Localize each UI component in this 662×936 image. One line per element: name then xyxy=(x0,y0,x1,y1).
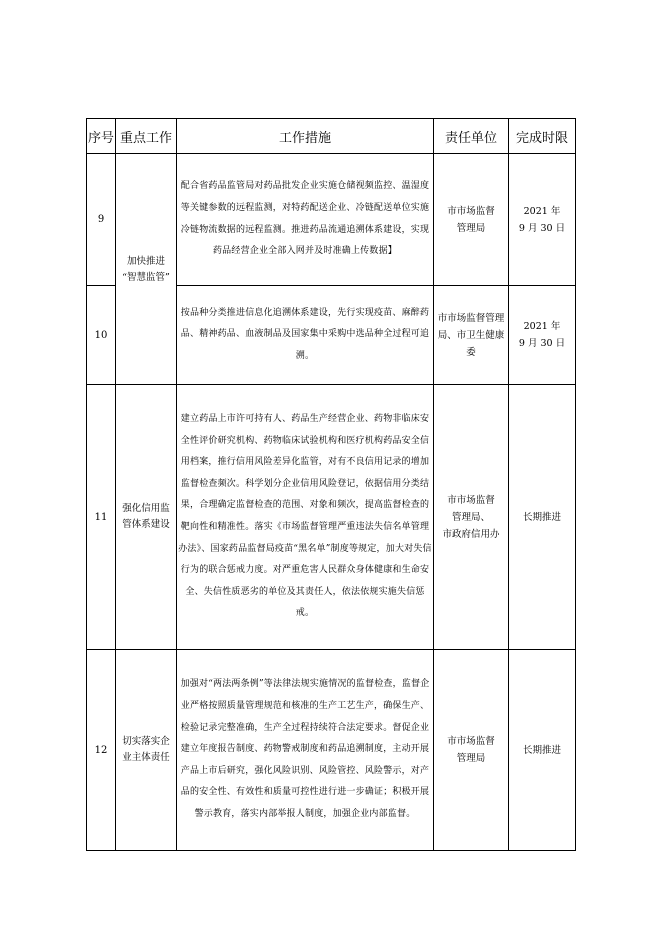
unit-line: 局、市卫生健康委 xyxy=(437,329,505,358)
unit-line: 管理局、 xyxy=(451,511,490,523)
unit-line: 市市场监督 xyxy=(447,736,495,747)
row-deadline xyxy=(509,650,576,851)
focus-line: 业主体责任 xyxy=(122,752,170,763)
row-measures: 加强对“两法两条例”等法律法规实施情况的监督检查，监督企业严格按照质量管理规范和核准的生产工艺生产，确保生产、检验记录完整准确，生产全过程持续符合法定要求。督促企业建立年度报告制度、药物警戒制度和药品追溯制度，主动开展产品上市后研究，强化风险识别、风险管控、风险警示，对产品的安全性、有效性和质量可控性进行进一步确证；积极开展警示教育，落实内部举报人制度，加强企业内部监督。 xyxy=(177,650,434,851)
row-unit xyxy=(434,385,509,650)
row-deadline xyxy=(509,286,576,385)
focus-line: “智慧监管” xyxy=(122,272,170,283)
table-row xyxy=(87,385,576,650)
row-seq: 12 xyxy=(87,650,116,851)
focus-line: 管体系建设 xyxy=(122,519,170,530)
deadline-line: 9 月 30 日 xyxy=(518,222,566,234)
row-measures: 配合省药品监管局对药品批发企业实施仓储视频监控、温湿度等关键参数的远程监测，对特药配送企业、冷链配送单位实施冷链物流数据的远程监测。推进药品流通追溯体系建设，实现药品经营企业全部入网并及时准确上传数据】 xyxy=(177,154,434,286)
focus-line: 切实落实企 xyxy=(122,736,170,747)
header-deadline: 完成时限 xyxy=(509,119,576,154)
deadline-line: 2021 年 xyxy=(523,205,561,217)
row-measures: 建立药品上市许可持有人、药品生产经营企业、药物非临床安全性评价研究机构、药物临床试验机构和医疗机构药品安全信用档案，推行信用风险差异化监管，对有不良信用记录的增加监督检查频次。科学划分企业信用风险登记，依据信用分类结果，合理确定监督检查的范围、对象和频次，提高监督检查的靶向性和精准性。落实《市场监督管理严重违法失信名单管理办法》、国家药品监督局疫苗“黑名单”制度等规定，加大对失信行为的联合惩戒力度。对严重危害人民群众身体健康和生命安全、失信性质恶劣的单位及其责任人，依法依规实施失信惩戒。 xyxy=(177,385,434,650)
row-seq: 11 xyxy=(87,385,116,650)
unit-line: 市市场监督 xyxy=(447,205,495,217)
deadline-line: 长期推进 xyxy=(522,511,561,523)
table-row xyxy=(87,154,576,286)
deadline-line: 9 月 30 日 xyxy=(518,338,566,349)
focus-line: 加快推进 xyxy=(126,256,165,267)
row-seq: 10 xyxy=(87,286,116,385)
header-focus: 重点工作 xyxy=(116,119,177,154)
header-seq: 序号 xyxy=(87,119,116,154)
row-measures: 按品种分类推进信息化追溯体系建设，先行实现疫苗、麻醉药品、精神药品、血液制品及国家集中采购中选品种全过程可追溯。 xyxy=(177,286,434,385)
row-focus xyxy=(116,385,177,650)
deadline-line: 长期推进 xyxy=(522,744,561,756)
row-deadline xyxy=(509,385,576,650)
unit-line: 管理局 xyxy=(456,222,486,234)
row-focus xyxy=(116,650,177,851)
focus-line: 强化信用监 xyxy=(122,503,170,514)
row-focus xyxy=(116,154,177,385)
deadline-line: 2021 年 xyxy=(523,321,561,332)
row-unit xyxy=(434,154,509,286)
unit-line: 管理局 xyxy=(456,753,486,764)
row-unit xyxy=(434,286,509,385)
row-unit xyxy=(434,650,509,851)
unit-line: 市市场监督 xyxy=(447,494,495,506)
header-unit: 责任单位 xyxy=(434,119,509,154)
work-measures-table xyxy=(86,118,576,851)
row-seq: 9 xyxy=(87,154,116,286)
unit-line: 市政府信用办 xyxy=(442,528,500,540)
row-deadline xyxy=(509,154,576,286)
unit-line: 市市场监督管理 xyxy=(437,312,505,324)
table-header-row xyxy=(87,119,576,154)
table-row xyxy=(87,650,576,851)
header-measures: 工作措施 xyxy=(177,119,434,154)
